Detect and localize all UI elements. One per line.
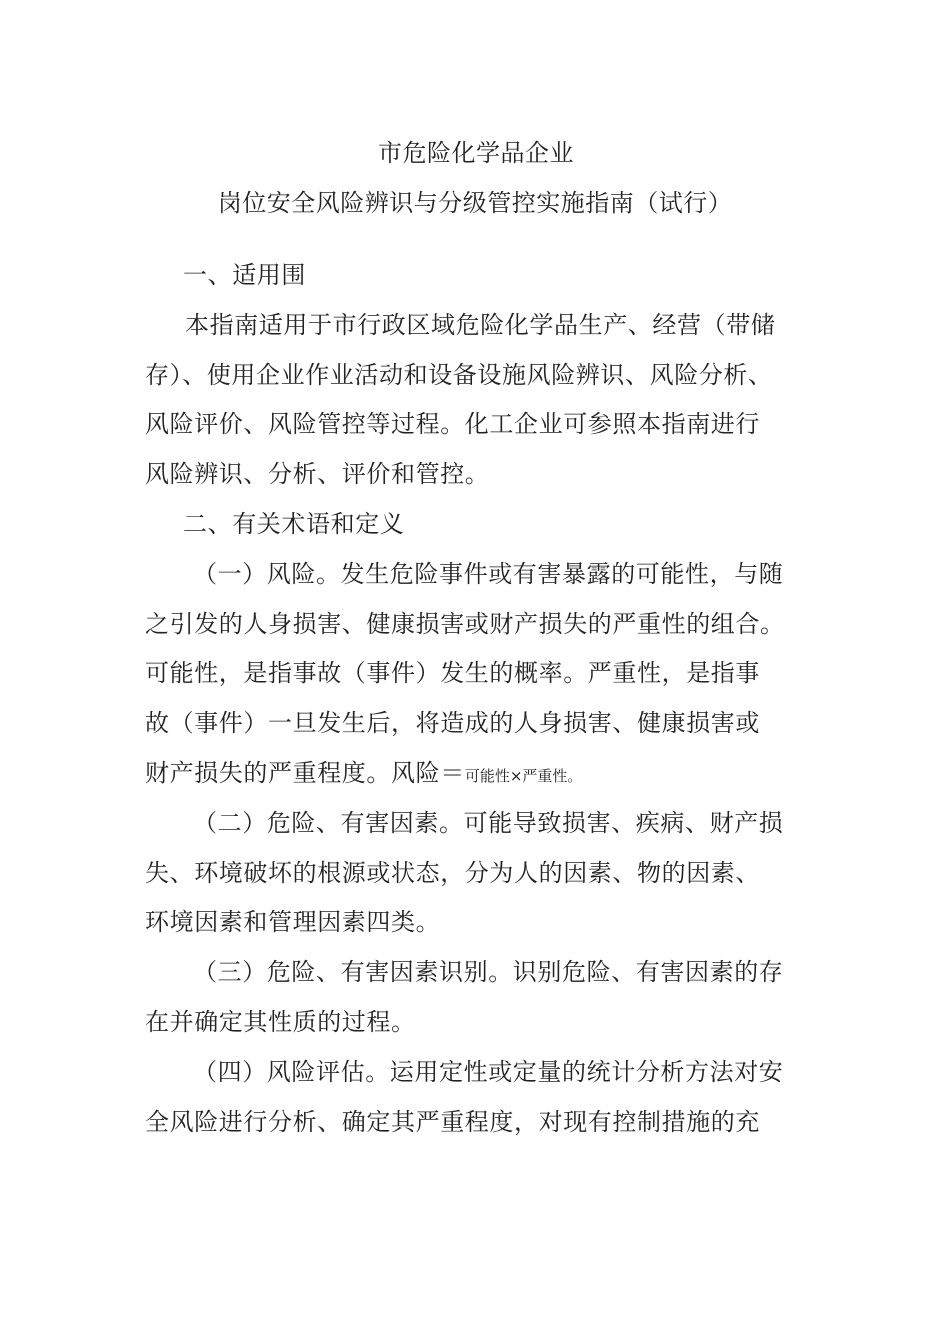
section-heading-terms: 二、有关术语和定义 [183, 509, 405, 538]
document-title [0, 128, 950, 228]
paragraph-line: 存）、使用企业作业活动和设备设施风险辨识、风险分析、 [145, 360, 773, 389]
definition-line: 故（事件）一旦发生后，将造成的人身损害、健康损害或 [145, 709, 760, 738]
document-body [145, 251, 805, 1147]
paragraph-line: 风险辨识、分析、评价和管控。 [145, 460, 490, 489]
definition-line: 之引发的人身损害、健康损害或财产损失的严重性的组合。 [145, 609, 785, 638]
definition-line: （一）风险。发生危险事件或有害暴露的可能性，与随 [193, 559, 784, 588]
definition-line: （三）危险、有害因素识别。识别危险、有害因素的存 [193, 958, 784, 987]
definition-line: （四）风险评估。运用定性或定量的统计分析方法对安 [193, 1057, 784, 1086]
definition-line: 可能性，是指事故（事件）发生的概率。严重性，是指事 [145, 659, 760, 688]
definition-line: 全风险进行分析、确定其严重程度，对现有控制措施的充 [145, 1107, 760, 1136]
definition-line: 在并确定其性质的过程。 [145, 1007, 416, 1036]
definition-line: （二）危险、有害因素。可能导致损害、疾病、财产损 [193, 808, 784, 837]
definition-text: 财产损失的严重程度。风险＝ [145, 758, 465, 787]
definition-line-formula [145, 749, 805, 799]
risk-formula: 可能性×严重性。 [464, 766, 583, 785]
title-line-2: 岗位安全风险辨识与分级管控实施指南（试行） [217, 189, 733, 217]
paragraph-line: 本指南适用于市行政区域危险化学品生产、经营（带储 [185, 310, 776, 339]
definition-line: 失、环境破坏的根源或状态，分为人的因素、物的因素、 [145, 858, 760, 887]
section-heading-scope: 一、适用围 [183, 261, 306, 289]
definition-line: 环境因素和管理因素四类。 [145, 908, 441, 937]
paragraph-line: 风险评价、风险管控等过程。化工企业可参照本指南进行 [145, 410, 760, 439]
title-line-1: 市危险化学品企业 [378, 139, 574, 167]
